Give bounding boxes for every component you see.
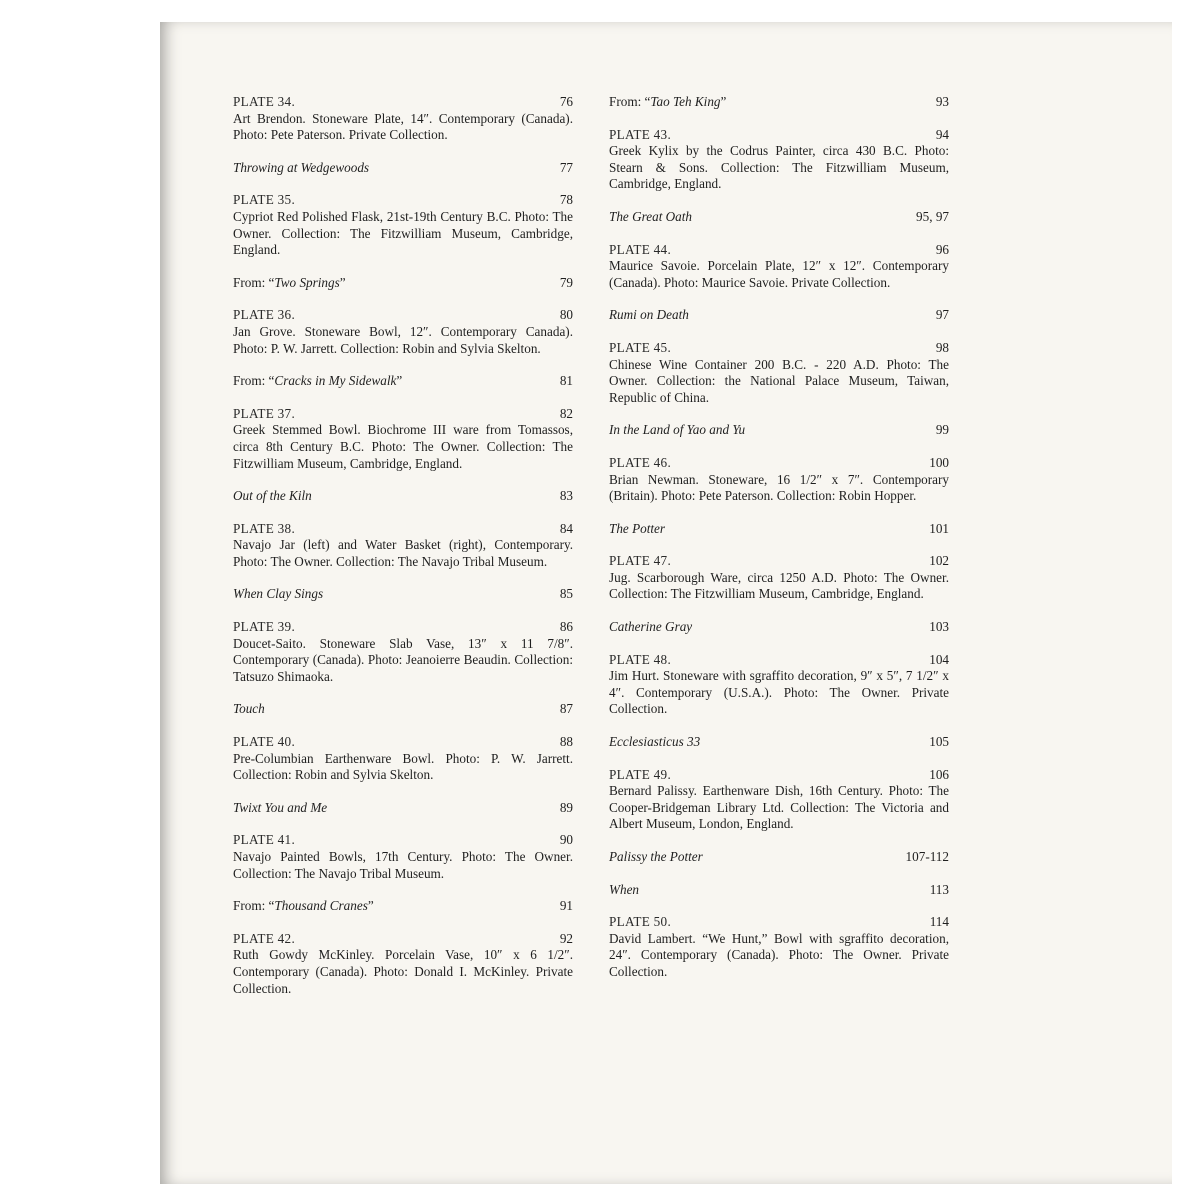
plate-label: PLATE 45. [609, 339, 672, 355]
plate-label: PLATE 36. [233, 307, 296, 323]
poem-title-line [233, 160, 369, 177]
entry-heading-row [233, 192, 573, 209]
entry-heading-row [233, 488, 573, 505]
poem-title-line [609, 619, 692, 636]
plate-entry [609, 127, 949, 193]
book-page [160, 22, 1172, 1184]
page-number: 88 [559, 734, 573, 750]
poem-title: The Potter [609, 520, 666, 536]
entry-heading-row [233, 521, 573, 538]
poem-title-line [233, 586, 323, 603]
plate-label: PLATE 39. [233, 619, 296, 635]
page-number: 93 [935, 94, 949, 109]
poem-title: Tao Teh King [650, 94, 721, 109]
poem-entry [609, 307, 949, 324]
poem-entry [609, 619, 949, 636]
page-number: 113 [929, 881, 949, 897]
poem-entry [609, 849, 949, 866]
plate-description: Chinese Wine Container 200 B.C. - 220 A.D. Photo: The Owner. Collection: the National Palace Museum, Taiwan, Republic of China. [609, 356, 949, 405]
plate-label: PLATE 34. [233, 94, 296, 109]
poem-entry [609, 734, 949, 751]
poem-title-line [233, 701, 265, 718]
page-number: 98 [935, 339, 949, 355]
plate-label: PLATE 38. [233, 520, 296, 536]
entry-heading-row [609, 127, 949, 144]
poem-entry [609, 521, 949, 538]
poem-entry [233, 701, 573, 718]
entry-heading-row [233, 701, 573, 718]
poem-entry [609, 209, 949, 226]
entry-heading-row [609, 767, 949, 784]
poem-title: When [609, 881, 640, 897]
poem-title: Catherine Gray [609, 619, 693, 635]
poem-title-line [609, 307, 689, 324]
title-suffix: ” [367, 898, 374, 914]
plate-entry [233, 521, 573, 571]
entry-heading-row [233, 734, 573, 751]
entry-heading-row [233, 94, 573, 111]
entry-heading-row [233, 898, 573, 915]
page-number: 91 [559, 898, 573, 914]
poem-entry [233, 898, 573, 915]
plate-label: PLATE 47. [609, 553, 672, 569]
entry-heading-row [233, 275, 573, 292]
plate-label: PLATE 49. [609, 766, 672, 782]
right-column [609, 94, 949, 997]
entry-heading-row [609, 242, 949, 259]
poem-title: Rumi on Death [609, 307, 689, 323]
entry-heading-row [609, 652, 949, 669]
plate-description: Bernard Palissy. Earthenware Dish, 16th Century. Photo: The Cooper-Bridgeman Library Ltd. Collection: The Victoria and Albert Museum, London, England. [609, 783, 949, 832]
plate-entry [233, 931, 573, 997]
page-number: 101 [929, 520, 949, 536]
poem-title: Throwing at Wedgewoods [233, 159, 370, 175]
entry-heading-row [609, 455, 949, 472]
plate-description: Pre-Columbian Earthenware Bowl. Photo: P. W. Jarrett. Collection: Robin and Sylvia Skelton. [233, 750, 573, 783]
plate-description: Ruth Gowdy McKinley. Porcelain Vase, 10″ x 6 1/2″. Contemporary (Canada). Photo: Donald I. McKinley. Private Collection. [233, 947, 573, 996]
poem-title-line [609, 849, 703, 866]
poem-title: Two Springs [274, 274, 340, 290]
entry-heading-row [609, 94, 949, 111]
plate-label: PLATE 48. [609, 651, 672, 667]
poem-title-line [233, 275, 346, 292]
poem-entry [233, 160, 573, 177]
poem-entry [233, 275, 573, 292]
entry-heading-row [609, 340, 949, 357]
page-number: 114 [929, 914, 949, 930]
plate-description: Jim Hurt. Stoneware with sgraffito decoration, 9″ x 5″, 7 1/2″ x 4″. Contemporary (U.S.A.). Photo: The Owner. Private Collection. [609, 668, 949, 717]
page-number: 103 [929, 619, 949, 635]
plate-entry [233, 307, 573, 357]
entry-heading-row [233, 373, 573, 390]
poem-title-line [233, 488, 312, 505]
page-number: 89 [559, 799, 573, 815]
plate-label: PLATE 46. [609, 454, 672, 470]
poem-entry [233, 586, 573, 603]
page-number: 97 [935, 307, 949, 323]
plate-entry [609, 242, 949, 292]
entry-heading-row [233, 160, 573, 177]
plate-label: PLATE 44. [609, 241, 672, 257]
poem-title: Thousand Cranes [274, 898, 368, 914]
page-number: 106 [929, 766, 949, 782]
entry-heading-row [233, 800, 573, 817]
page-number: 102 [929, 553, 949, 569]
plate-entry [233, 832, 573, 882]
poem-title: Palissy the Potter [609, 849, 703, 864]
page-number: 84 [559, 520, 573, 536]
poem-title: In the Land of Yao and Yu [609, 422, 746, 438]
plate-label: PLATE 50. [609, 914, 672, 930]
plate-description: Jan Grove. Stoneware Bowl, 12″. Contemporary Canada). Photo: P. W. Jarrett. Collection: Robin and Sylvia Skelton. [233, 323, 573, 356]
plate-entry [609, 553, 949, 603]
entry-heading-row [609, 209, 949, 226]
title-prefix: From: “ [233, 898, 275, 914]
plate-label: PLATE 35. [233, 192, 296, 208]
poem-title-line [609, 94, 726, 111]
plate-entry [233, 406, 573, 472]
plate-description: Art Brendon. Stoneware Plate, 14″. Contemporary (Canada). Photo: Pete Paterson. Private Collection. [233, 110, 573, 143]
plate-description: Navajo Painted Bowls, 17th Century. Photo: The Owner. Collection: The Navajo Tribal Museum. [233, 849, 573, 881]
page-number: 85 [559, 586, 573, 602]
plate-entry [609, 767, 949, 833]
plate-label: PLATE 40. [233, 734, 296, 750]
poem-title: The Great Oath [609, 208, 693, 224]
page-number: 81 [559, 373, 573, 389]
plate-description: Jug. Scarborough Ware, circa 1250 A.D. Photo: The Owner. Collection: The Fitzwilliam Museum, Cambridge, England. [609, 569, 949, 602]
poem-title: Touch [233, 701, 265, 717]
plate-description: Navajo Jar (left) and Water Basket (right), Contemporary. Photo: The Owner. Collection: The Navajo Tribal Museum. [233, 537, 573, 569]
plate-entry [233, 192, 573, 258]
page-number: 76 [559, 94, 573, 109]
page-number: 100 [929, 454, 949, 470]
plate-entry [233, 734, 573, 784]
poem-title: Cracks in My Sidewalk [274, 373, 397, 389]
page-number: 86 [559, 619, 573, 635]
page-number: 104 [929, 651, 949, 667]
poem-title: Out of the Kiln [233, 488, 312, 504]
title-suffix: ” [396, 373, 403, 389]
plate-description: Brian Newman. Stoneware, 16 1/2″ x 7″. Contemporary (Britain). Photo: Pete Paterson. Collection: Robin Hopper. [609, 471, 949, 504]
plate-entry [233, 619, 573, 685]
page-number: 105 [929, 734, 949, 750]
plate-entry [609, 340, 949, 406]
page-number: 77 [559, 159, 573, 175]
entry-heading-row [233, 832, 573, 849]
poem-entry [609, 882, 949, 899]
left-column [233, 94, 573, 1013]
entry-heading-row [609, 849, 949, 866]
page-number: 78 [559, 192, 573, 208]
poem-title-line [233, 373, 402, 390]
page-number: 107-112 [905, 849, 949, 864]
entry-heading-row [609, 422, 949, 439]
title-suffix: ” [720, 94, 727, 109]
page-number: 79 [559, 274, 573, 290]
poem-title-line [609, 209, 692, 226]
plate-label: PLATE 37. [233, 405, 296, 421]
title-prefix: From: “ [609, 94, 651, 109]
title-prefix: From: “ [233, 373, 275, 389]
poem-entry [233, 488, 573, 505]
plate-description: Greek Stemmed Bowl. Biochrome III ware from Tomassos, circa 8th Century B.C. Photo: The Owner. Collection: The Fitzwilliam Museum, Cambridge, England. [233, 422, 573, 471]
entry-heading-row [233, 406, 573, 423]
plate-label: PLATE 42. [233, 930, 296, 946]
plate-description: Doucet-Saito. Stoneware Slab Vase, 13″ x 11 7/8″. Contemporary (Canada). Photo: Jeanoierre Beaudin. Collection: Tatsuzo Shimaoka. [233, 635, 573, 684]
entry-heading-row [609, 882, 949, 899]
plate-entry [609, 914, 949, 980]
poem-title-line [233, 800, 327, 817]
plate-entry [609, 652, 949, 718]
plate-entry [609, 455, 949, 505]
plate-label: PLATE 43. [609, 126, 672, 142]
plate-label: PLATE 41. [233, 832, 296, 848]
poem-title: When Clay Sings [233, 586, 324, 602]
plate-entry [233, 94, 573, 144]
page-number: 87 [559, 701, 573, 717]
entry-heading-row [233, 931, 573, 948]
entry-heading-row [609, 521, 949, 538]
poem-entry [233, 800, 573, 817]
entry-heading-row [609, 734, 949, 751]
poem-title: Twixt You and Me [233, 799, 328, 815]
entry-heading-row [609, 553, 949, 570]
page-number: 92 [559, 930, 573, 946]
poem-title-line [609, 882, 639, 899]
entry-heading-row [233, 307, 573, 324]
page-number: 95, 97 [916, 208, 949, 224]
page-number: 80 [559, 307, 573, 323]
page-number: 96 [935, 241, 949, 257]
page-number: 82 [559, 405, 573, 421]
page-number: 83 [559, 488, 573, 504]
entry-heading-row [609, 914, 949, 931]
entry-heading-row [609, 307, 949, 324]
page-number: 90 [559, 832, 573, 848]
page-number: 94 [935, 126, 949, 142]
poem-title-line [609, 422, 745, 439]
title-suffix: ” [339, 274, 346, 290]
page-number: 99 [935, 422, 949, 438]
poem-title-line [609, 734, 700, 751]
entry-heading-row [233, 586, 573, 603]
title-prefix: From: “ [233, 274, 275, 290]
entry-heading-row [609, 619, 949, 636]
plate-description: David Lambert. “We Hunt,” Bowl with sgraffito decoration, 24″. Contemporary (Canada). Photo: The Owner. Private Collection. [609, 930, 949, 979]
poem-entry [233, 373, 573, 390]
poem-entry [609, 422, 949, 439]
poem-title-line [233, 898, 374, 915]
poem-entry [609, 94, 949, 111]
plate-description: Cypriot Red Polished Flask, 21st-19th Century B.C. Photo: The Owner. Collection: The Fitzwilliam Museum, Cambridge, England. [233, 208, 573, 258]
poem-title: Ecclesiasticus 33 [609, 734, 701, 750]
plate-description: Greek Kylix by the Codrus Painter, circa 430 B.C. Photo: Stearn & Sons. Collection: The Fitzwilliam Museum, Cambridge, England. [609, 143, 949, 192]
poem-title-line [609, 521, 665, 538]
entry-heading-row [233, 619, 573, 636]
plate-description: Maurice Savoie. Porcelain Plate, 12″ x 12″. Contemporary (Canada). Photo: Maurice Savoie. Private Collection. [609, 258, 949, 290]
